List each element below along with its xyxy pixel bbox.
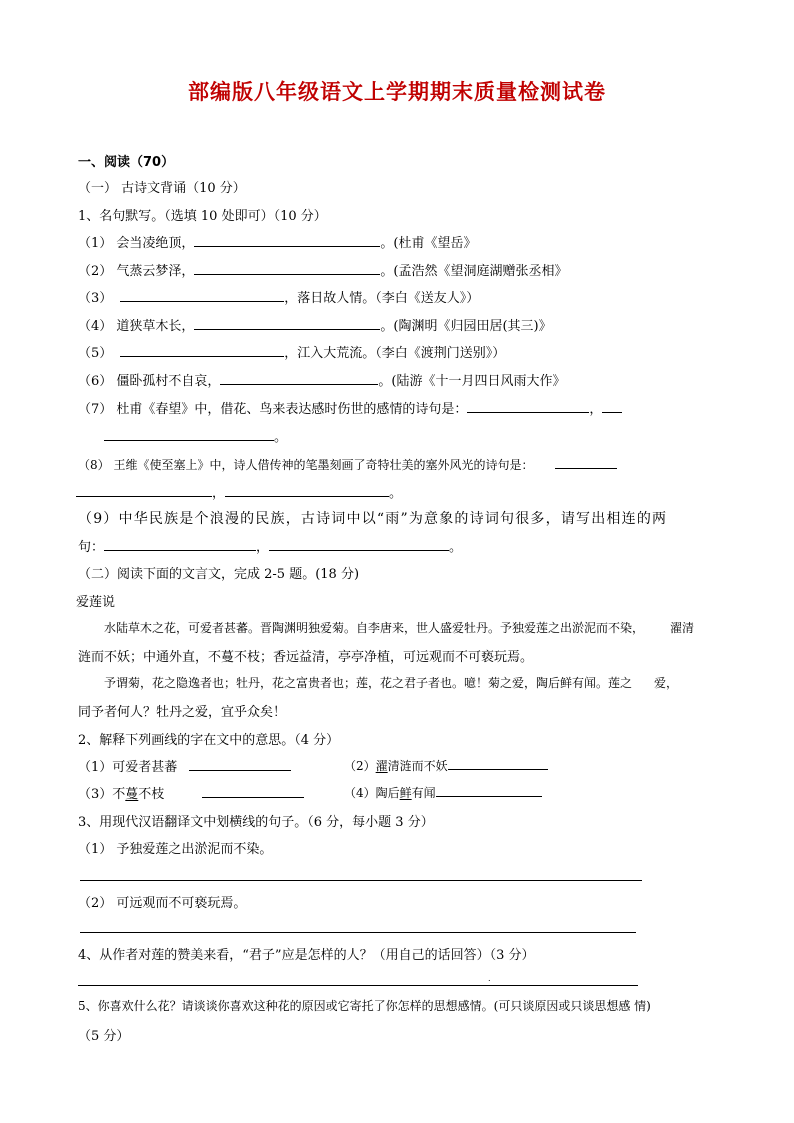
q1-item-9-period: 。 [449,540,463,555]
answer-blank[interactable] [220,371,378,385]
answer-blank[interactable] [202,784,304,798]
q2-stem: 2、解释下列画线的字在文中的意思。（4 分） [78,733,340,748]
q2-item-2-rest: 清涟而不妖 [387,759,448,773]
q1-item-8-comma: ， [212,486,226,501]
q1-item-1-text: （1） 会当凌绝顶， [78,236,195,251]
q1-item-2-text: （2） 气蒸云梦泽， [78,264,195,279]
q2-item-3 [78,783,304,802]
stray-dot: . [488,974,491,983]
q1-item-9-prefix: 句： [78,540,105,555]
essay-p2-tail: 爱， [654,676,679,690]
section-reading-heading: 一、阅读（70） [78,155,175,170]
answer-blank[interactable] [194,233,380,247]
essay-paragraph-1-line2: 涟而不妖；中通外直，不蔓不枝；香远益清，亭亭净植，可远观而不可亵玩焉。 [78,650,534,665]
answer-blank[interactable] [120,288,284,302]
answer-blank[interactable] [104,427,274,441]
answer-blank[interactable] [602,399,622,413]
q2-item-4 [344,783,542,801]
answer-blank[interactable] [194,316,380,330]
q5-stem: 5、你喜欢什么花？请谈谈你喜欢这种花的原因或它寄托了你怎样的思想感情。(可只谈原因或只谈思想感 情) [78,999,651,1013]
q1-item-9-line2 [78,536,462,555]
q1-item-7 [78,398,622,417]
q1-item-8-text: （8） 王维《使至塞上》中，诗人借传神的笔墨刻画了奇特壮美的塞外风光的诗句是： [78,458,534,472]
q2-item-3-post: 不枝 [138,787,165,802]
q1-item-5-text: ，江入大荒流。（李白《渡荆门送别》） [284,346,506,361]
answer-blank[interactable] [467,399,589,413]
essay-paragraph-1-line1 [104,619,694,636]
answer-blank[interactable] [104,537,256,551]
q1-item-7-comma: ， [589,402,603,417]
q1-item-9: （9）中华民族是个浪漫的民族，古诗词中以“雨”为意象的诗词句很多，请写出相连的两 [78,511,668,527]
q2-item-2 [344,756,548,774]
q2-item-3-underlined: 蔓 [125,787,139,802]
q5-score: （5 分） [78,1029,130,1044]
q1-item-2 [78,260,567,279]
q1-item-6 [78,370,565,389]
q1-item-7-line2 [104,426,287,445]
q3-sentence-1: （1） 予独爱莲之出淤泥而不染。 [78,842,273,857]
answer-blank[interactable] [120,343,284,357]
q1-item-8-line2 [76,482,402,501]
answer-blank[interactable] [225,483,389,497]
q4-stem: 4、从作者对莲的赞美来看，“君子”应是怎样的人？（用自己的话回答）（3 分） [78,948,535,963]
q1-item-1 [78,232,476,251]
q1-item-7-text: （7） 杜甫《春望》中，借花、鸟来表达感时伤世的感情的诗句是： [78,402,468,417]
essay-paragraph-2-line1 [104,674,678,691]
q2-item-1 [78,756,291,775]
essay-title: 爱莲说 [76,595,116,610]
q1-item-2-source: 。(孟浩然《望洞庭湖赠张丞相》 [380,264,568,279]
answer-line[interactable] [80,932,636,933]
q2-item-2-underlined: 濯 [375,759,388,773]
answer-blank[interactable] [436,783,542,797]
q1-item-1-source: 。(杜甫《望岳》 [380,236,477,251]
q1-item-6-text: （6） 僵卧孤村不自哀， [78,374,221,389]
answer-line[interactable] [78,985,638,986]
answer-blank[interactable] [555,455,617,469]
q1-item-5 [78,342,505,361]
essay-p2-text: 予谓菊，花之隐逸者也；牡丹，花之富贵者也；莲，花之君子者也。噫！菊之爱，陶后鲜有闻。莲之 [104,676,633,690]
essay-paragraph-2-line2: 同予者何人？牡丹之爱，宜乎众矣！ [78,705,287,720]
q1-item-4-text: （4） 道狭草木长， [78,319,195,334]
q1-stem: 1、名句默写。（选填 10 处即可）（10 分） [78,209,327,224]
q2-item-4-pre: （4）陶后 [344,786,400,800]
q1-item-4 [78,315,552,334]
answer-blank[interactable] [194,261,380,275]
part2-heading: （二）阅读下面的文言文，完成 2-5 题。(18 分) [78,567,360,582]
q1-item-5-num: （5） [78,346,113,361]
answer-blank[interactable] [76,483,212,497]
q1-item-6-source: 。(陆游《十一月四日风雨大作》 [378,374,566,389]
part1-heading: （一） 古诗文背诵（10 分） [78,181,246,196]
q2-item-2-num: （2） [344,759,376,773]
answer-line[interactable] [80,880,642,881]
q2-item-4-underlined: 鲜 [399,786,412,800]
q2-item-4-post: 有闻 [411,786,436,800]
q1-item-4-source: 。(陶渊明《归园田居(其三)》 [380,319,552,334]
q1-item-3-text: ，落日故人情。（李白《送友人》） [284,291,480,306]
q2-item-1-text: （1）可爱者甚蕃 [78,760,178,775]
q1-item-3-num: （3） [78,291,113,306]
q1-item-3 [78,287,479,306]
q1-item-9-comma: ， [256,540,270,555]
q1-item-8 [78,455,617,473]
q1-item-7-period: 。 [274,430,288,445]
essay-p1-tail: 濯清 [670,621,695,635]
q3-sentence-2: （2） 可远观而不可亵玩焉。 [78,896,247,911]
q2-item-3-pre: （3）不 [78,787,126,802]
answer-blank[interactable] [448,756,548,770]
essay-p1-text: 水陆草木之花，可爱者甚蕃。晋陶渊明独爱菊。自李唐来，世人盛爱牡丹。予独爱莲之出淤泥而不染， [104,621,645,635]
page-title: 部编版八年级语文上学期期末质量检测试卷 [188,80,606,104]
answer-blank[interactable] [189,757,291,771]
answer-blank[interactable] [269,537,449,551]
q3-stem: 3、用现代汉语翻译文中划横线的句子。（6 分，每小题 3 分） [78,815,434,830]
q1-item-8-period: 。 [389,486,403,501]
